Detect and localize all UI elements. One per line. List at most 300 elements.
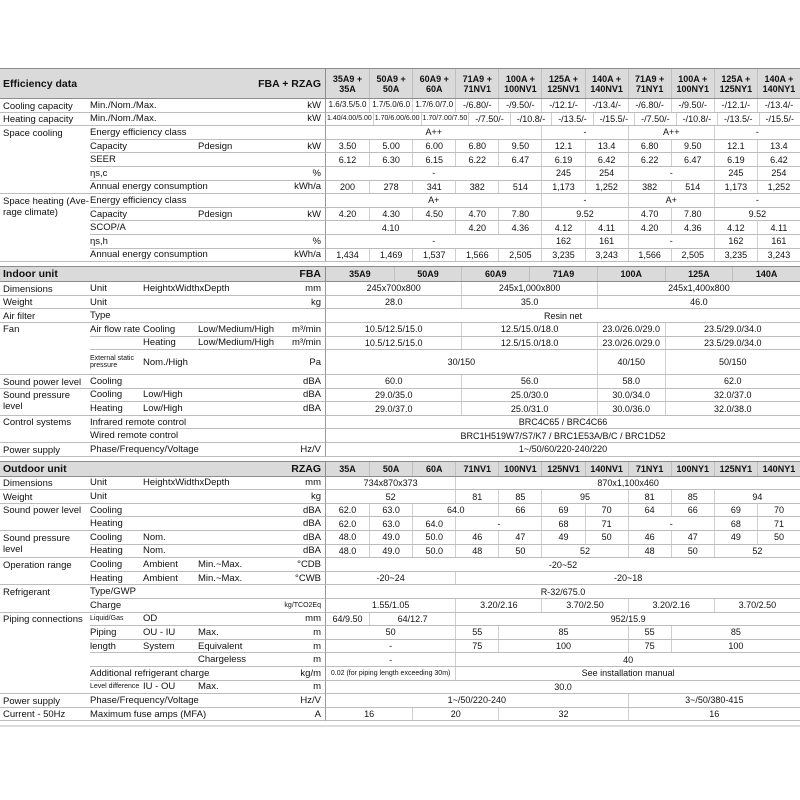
spec-cell: -/15.5/-	[759, 113, 800, 126]
spec-cell: 48.0	[338, 545, 357, 556]
spec-cell: 49	[541, 531, 584, 544]
spec-cell: 245x1,400x800	[597, 282, 800, 295]
row-sublabels	[90, 309, 325, 323]
spec-cell: 952/15.9	[455, 613, 800, 626]
row-sublabel: Wired remote control	[90, 430, 179, 442]
spec-cell: 32.0/38.0	[665, 402, 800, 415]
spec-cell: 6.42	[757, 153, 800, 166]
row-sublabels	[90, 626, 325, 640]
model-col-header: 125A + 125NV1	[541, 69, 584, 98]
spec-cell: 4.36	[498, 221, 541, 234]
spec-cell: 3,235	[714, 249, 757, 262]
row-sublabels	[90, 221, 325, 235]
row-sublabel: Heating	[90, 403, 123, 415]
spec-cell: 55	[455, 626, 498, 639]
row-values	[325, 490, 800, 504]
row-values	[325, 681, 800, 695]
row-values	[325, 208, 800, 222]
spec-cell: 245	[714, 167, 757, 180]
spec-cell: -/10.8/-	[510, 113, 551, 126]
row-label-main	[0, 167, 90, 181]
spec-cell: 3.20/2.16	[455, 599, 541, 612]
row-sublabel: Annual energy consumption	[90, 249, 208, 261]
spec-cell: -/9.50/-	[671, 99, 714, 112]
row-unit: m³/min	[291, 323, 321, 335]
spec-cell: 48	[455, 545, 498, 558]
row-sublabel: IU - OU	[143, 681, 176, 693]
row-sublabel: Min.~Max.	[198, 559, 243, 571]
spec-cell: 1,173	[714, 181, 757, 194]
row-sublabels	[90, 194, 325, 208]
spec-row	[0, 208, 800, 222]
spec-cell: 95	[541, 490, 627, 503]
row-unit: mm	[305, 282, 321, 294]
model-col-header: 140NV1	[585, 462, 628, 476]
spec-cell: -	[455, 517, 541, 530]
spec-cell: 6.12	[338, 154, 357, 165]
model-col-header: 71NY1	[628, 462, 671, 476]
row-unit: °CDB	[297, 559, 321, 571]
spec-cell: 32	[498, 708, 627, 721]
row-sublabel: Ambient	[143, 559, 178, 571]
row-values	[325, 613, 800, 627]
row-label-main	[0, 389, 90, 413]
spec-row	[0, 585, 800, 599]
row-sublabels	[90, 694, 325, 708]
spec-cell: 50	[757, 531, 800, 544]
row-unit: kWh/a	[294, 181, 321, 193]
spec-cell: 49.0	[369, 545, 412, 558]
row-sublabels	[90, 531, 325, 545]
row-sublabel: HeightxWidthxDepth	[143, 282, 230, 294]
spec-cell: 63.0	[369, 504, 412, 517]
spec-cell: 734x870x373	[363, 477, 418, 488]
row-sublabels	[90, 490, 325, 504]
section-header	[0, 267, 800, 282]
spec-cell: 30.0	[554, 681, 572, 692]
spec-cell: 50	[385, 627, 396, 638]
row-sublabel: Infrared remote control	[90, 416, 187, 428]
spec-cell: -/12.1/-	[714, 99, 757, 112]
row-unit: kg	[310, 296, 321, 308]
spec-cell: 341	[412, 181, 455, 194]
spec-cell: 69	[541, 504, 584, 517]
spec-cell: 10.5/12.5/15.0	[364, 337, 423, 348]
spec-row	[0, 99, 800, 113]
model-col-header: 125A	[665, 267, 733, 281]
spec-cell: -20~18	[455, 572, 800, 585]
row-sublabel: Pdesign	[198, 140, 233, 152]
row-unit: kg/m	[300, 667, 321, 679]
row-label-main	[0, 585, 90, 599]
row-label-main	[0, 181, 90, 195]
spec-cell: 20	[412, 708, 498, 721]
row-sublabel: Min./Nom./Max.	[90, 113, 157, 125]
model-col-header: 71A9 + 71NV1	[455, 69, 498, 98]
model-col-header: 71A9 + 71NY1	[628, 69, 671, 98]
spec-cell: 161	[757, 235, 800, 248]
spec-cell: 85	[671, 490, 714, 503]
spec-cell: 6.80	[455, 140, 498, 153]
row-values	[325, 531, 800, 545]
spec-cell: 13.4	[757, 140, 800, 153]
row-values	[325, 249, 800, 263]
row-unit: kW	[307, 113, 321, 125]
row-values	[325, 653, 800, 667]
row-values	[325, 667, 800, 681]
row-label-main	[0, 337, 90, 351]
spec-row	[0, 443, 800, 457]
spec-cell: 46.0	[597, 296, 800, 309]
spec-cell: 30.0/36.0	[597, 402, 665, 415]
model-col-header: 50A	[369, 462, 412, 476]
row-sublabel: Cooling	[143, 323, 176, 335]
spec-cell: -	[432, 168, 436, 179]
spec-cell: 9.52	[714, 208, 800, 221]
row-label-main	[0, 572, 90, 586]
row-label-main	[0, 599, 90, 613]
row-sublabel: ηs,c	[90, 167, 108, 179]
spec-cell: 29.0/35.0	[374, 389, 413, 400]
spec-cell: 23.0/26.0/29.0	[597, 337, 665, 350]
spec-cell: 200	[340, 181, 356, 192]
spec-cell: 100	[498, 640, 627, 653]
row-sublabels	[90, 167, 325, 181]
spec-cell: 23.5/29.0/34.0	[665, 337, 800, 350]
spec-cell: 50.0	[412, 531, 455, 544]
spec-cell: 6.00	[412, 140, 455, 153]
spec-cell: 23.5/29.0/34.0	[665, 323, 800, 336]
row-sublabel: External static pressure	[90, 354, 134, 370]
spec-cell: 50	[671, 545, 714, 558]
row-sublabel: Max.	[198, 681, 219, 693]
row-label: Power supply	[3, 695, 61, 707]
row-sublabels	[90, 572, 325, 586]
spec-cell: 1~/50/220-240	[447, 695, 506, 706]
spec-cell: 4.11	[757, 221, 800, 234]
spec-cell: 514	[498, 181, 541, 194]
spec-cell: 382	[455, 181, 498, 194]
row-values	[325, 416, 800, 430]
spec-cell: R-32/675.0	[540, 586, 586, 597]
row-unit: kW	[307, 208, 321, 220]
row-label-main	[0, 681, 90, 695]
model-col-header: 100A + 100NV1	[498, 69, 541, 98]
spec-cell: 81	[455, 490, 498, 503]
spec-cell: 50.0	[412, 545, 455, 558]
model-header-row	[325, 267, 800, 281]
spec-cell: 6.47	[671, 153, 714, 166]
spec-cell: 55	[628, 626, 671, 639]
row-sublabel: Cooling	[90, 559, 123, 571]
row-sublabel: Annual energy consumption	[90, 181, 208, 193]
row-values	[325, 599, 800, 613]
row-sublabel: OU - IU	[143, 626, 176, 638]
spec-row	[0, 309, 800, 323]
spec-cell: 66	[498, 504, 541, 517]
spec-cell: 25.0/30.0	[461, 389, 596, 402]
model-col-header: 71NV1	[455, 462, 498, 476]
spec-cell: 68	[714, 517, 757, 530]
row-sublabels	[90, 545, 325, 559]
row-label-main	[0, 235, 90, 249]
row-sublabel: Air flow rate	[90, 323, 141, 335]
row-label: Refrigerant	[3, 586, 50, 598]
row-sublabel: Piping	[90, 626, 117, 638]
row-unit: mm	[305, 613, 321, 625]
row-values	[325, 337, 800, 351]
row-label-main	[0, 99, 90, 113]
model-col-header: 140A + 140NV1	[585, 69, 628, 98]
row-label: Sound pressure level	[3, 532, 71, 555]
spec-cell: -20~24	[376, 573, 405, 584]
spec-cell: 1.7/6.0/7.0	[412, 99, 455, 112]
row-values	[325, 477, 800, 491]
row-values	[325, 194, 800, 208]
spec-cell: 48	[628, 545, 671, 558]
row-values	[325, 429, 800, 443]
row-sublabel: Max.	[198, 626, 219, 638]
row-values	[325, 572, 800, 586]
row-unit: m	[313, 681, 321, 693]
row-values	[325, 181, 800, 195]
spec-cell: -/7.50/-	[634, 113, 675, 126]
row-unit: %	[312, 167, 321, 179]
row-label-main	[0, 282, 90, 296]
spec-cell: 4.70	[455, 208, 498, 221]
row-label-main	[0, 667, 90, 681]
row-sublabel: Equivalent	[198, 640, 243, 652]
model-header-row	[325, 69, 800, 98]
row-values	[325, 309, 800, 323]
row-sublabel: Type/GWP	[90, 586, 136, 598]
row-values	[325, 626, 800, 640]
spec-cell: 3~/50/380-415	[628, 694, 800, 707]
row-values	[325, 113, 800, 127]
row-values	[325, 558, 800, 572]
row-label-main	[0, 531, 90, 555]
spec-cell: 12.1	[714, 140, 757, 153]
spec-cell: 6.15	[412, 153, 455, 166]
row-sublabels	[90, 235, 325, 249]
row-sublabel: Heating	[90, 545, 123, 557]
spec-cell: 245	[541, 167, 584, 180]
spec-cell: -/15.5/-	[593, 113, 634, 126]
row-label-main	[0, 694, 90, 708]
row-sublabels	[90, 249, 325, 263]
spec-cell: 1,252	[757, 181, 800, 194]
row-values	[325, 221, 800, 235]
spec-cell: 50	[498, 545, 541, 558]
model-col-header: 50A9	[394, 267, 462, 281]
row-label-main	[0, 153, 90, 167]
row-sublabels	[90, 337, 325, 351]
spec-row	[0, 653, 800, 667]
spec-cell: 1,173	[541, 181, 584, 194]
spec-cell: 30/150	[447, 357, 476, 368]
spec-cell: 100	[671, 640, 800, 653]
row-sublabel: Cooling	[90, 531, 123, 543]
row-label: Dimensions	[3, 478, 53, 490]
spec-cell: -/12.1/-	[541, 99, 584, 112]
spec-cell: 245x700x800	[366, 283, 421, 294]
model-col-header: 35A	[339, 463, 356, 474]
spec-cell: 69	[714, 504, 757, 517]
spec-row	[0, 626, 800, 640]
spec-cell: 6.47	[498, 153, 541, 166]
row-sublabels	[90, 375, 325, 389]
row-label: Power supply	[3, 444, 61, 456]
row-values	[325, 640, 800, 654]
spec-cell: 70	[757, 504, 800, 517]
row-label-main	[0, 517, 90, 531]
spec-cell: 62.0	[665, 375, 800, 388]
row-label: Control systems	[3, 417, 72, 429]
row-values	[325, 350, 800, 375]
spec-cell: 12.1	[541, 140, 584, 153]
model-col-header: 60A9 + 60A	[412, 69, 455, 98]
spec-cell: 13.4	[585, 140, 628, 153]
row-sublabel: Ambient	[143, 572, 178, 584]
spec-cell: 1,566	[628, 249, 671, 262]
row-sublabel: Chargeless	[198, 654, 247, 666]
row-unit: dBA	[303, 403, 321, 415]
row-label: Space cooling	[3, 127, 63, 139]
row-sublabels	[90, 429, 325, 443]
row-sublabel: System	[143, 640, 175, 652]
spec-cell: 1,537	[412, 249, 455, 262]
model-col-header: 50A9 + 50A	[369, 69, 412, 98]
row-unit: kg/TCO2Eq	[284, 601, 321, 609]
spec-cell: 52	[385, 491, 396, 502]
spec-cell: -/13.5/-	[551, 113, 592, 126]
row-sublabel: Capacity	[90, 140, 127, 152]
spec-cell: 6.42	[585, 153, 628, 166]
row-sublabels	[90, 653, 325, 667]
row-values	[325, 99, 800, 113]
spec-row	[0, 490, 800, 504]
spec-cell: -/6.80/-	[628, 99, 671, 112]
spec-cell: 50/150	[665, 350, 800, 374]
spec-cell: 64/9.50	[332, 613, 363, 624]
row-sublabel: Heating	[143, 337, 176, 349]
spec-cell: 1.40/4.00/5.00	[327, 115, 372, 123]
row-sublabel: Phase/Frequency/Voltage	[90, 694, 199, 706]
row-sublabels	[90, 443, 325, 457]
row-label: Dimensions	[3, 283, 53, 295]
spec-row	[0, 350, 800, 375]
section-efficiency-data	[0, 68, 800, 262]
spec-row	[0, 249, 800, 263]
spec-cell: 64/12.7	[369, 613, 455, 626]
spec-cell: 1.70/7.00/7.50	[421, 113, 469, 126]
spec-cell: 75	[628, 640, 671, 653]
spec-row	[0, 282, 800, 296]
spec-cell: 64.0	[412, 504, 498, 517]
row-sublabel: Cooling	[90, 375, 123, 387]
row-values	[325, 235, 800, 249]
spec-cell: Resin net	[543, 310, 583, 321]
row-label-main	[0, 708, 90, 722]
spec-cell: 6.30	[369, 153, 412, 166]
row-label: Fan	[3, 324, 20, 336]
row-sublabel: length	[90, 640, 116, 652]
row-label: Sound pressure level	[3, 390, 71, 413]
spec-cell: 1.6/3.5/5.0	[328, 100, 367, 110]
spec-cell: 49	[714, 531, 757, 544]
row-values	[325, 443, 800, 457]
spec-cell: 56.0	[461, 375, 596, 388]
row-sublabel: Charge	[90, 599, 122, 611]
spec-cell: -/13.5/-	[717, 113, 758, 126]
row-unit: dBA	[303, 518, 321, 530]
spec-cell: 30.0/34.0	[597, 389, 665, 402]
spec-cell: 2,505	[498, 249, 541, 262]
spec-cell: 94	[714, 490, 800, 503]
row-sublabel: Min.~Max.	[198, 572, 243, 584]
row-sublabel: Energy efficiency class	[90, 194, 187, 206]
row-label: Sound power level	[3, 505, 82, 517]
row-label-main	[0, 323, 90, 337]
model-header-row	[325, 462, 800, 476]
spec-cell: 278	[369, 181, 412, 194]
spec-cell: 49.0	[369, 531, 412, 544]
spec-cell: 4.36	[671, 221, 714, 234]
spec-cell: 52	[714, 545, 800, 558]
spec-row	[0, 572, 800, 586]
spec-cell: 71	[585, 517, 628, 530]
model-col-header: 35A9	[349, 269, 371, 280]
spec-cell: 7.80	[498, 208, 541, 221]
spec-cell: 85	[498, 490, 541, 503]
spec-cell: 6.80	[628, 140, 671, 153]
row-label-main	[0, 140, 90, 154]
row-sublabels	[90, 402, 325, 416]
spec-cell: 28.0	[384, 297, 403, 308]
section-header-labels	[0, 462, 325, 476]
spec-cell: 3.50	[338, 141, 357, 152]
row-sublabels	[90, 504, 325, 518]
row-sublabels	[90, 282, 325, 296]
spec-cell: 60.0	[384, 376, 403, 387]
row-label-main	[0, 653, 90, 667]
spec-cell: 4.20	[628, 221, 671, 234]
spec-cell: 9.50	[671, 140, 714, 153]
model-col-header: 35A9 + 35A	[332, 73, 363, 94]
spec-cell: -/10.8/-	[676, 113, 717, 126]
row-sublabels	[90, 99, 325, 113]
spec-cell: 64.0	[412, 517, 455, 530]
row-sublabels	[90, 140, 325, 154]
row-sublabels	[90, 558, 325, 572]
row-sublabels	[90, 389, 325, 403]
spec-row	[0, 140, 800, 154]
row-sublabel: Heating	[90, 572, 123, 584]
spec-cell: 2,505	[671, 249, 714, 262]
spec-cell: 3,243	[757, 249, 800, 262]
spec-cell: 4.10	[381, 222, 400, 233]
row-unit: dBA	[303, 389, 321, 401]
spec-cell: 85	[671, 626, 800, 639]
spec-row	[0, 517, 800, 531]
row-unit: kWh/a	[294, 249, 321, 261]
row-values	[325, 504, 800, 518]
spec-cell: 6.19	[714, 153, 757, 166]
row-sublabel: Pdesign	[198, 208, 233, 220]
spec-cell: 162	[541, 235, 584, 248]
row-sublabels	[90, 585, 325, 599]
model-col-header: 100A + 100NY1	[671, 69, 714, 98]
